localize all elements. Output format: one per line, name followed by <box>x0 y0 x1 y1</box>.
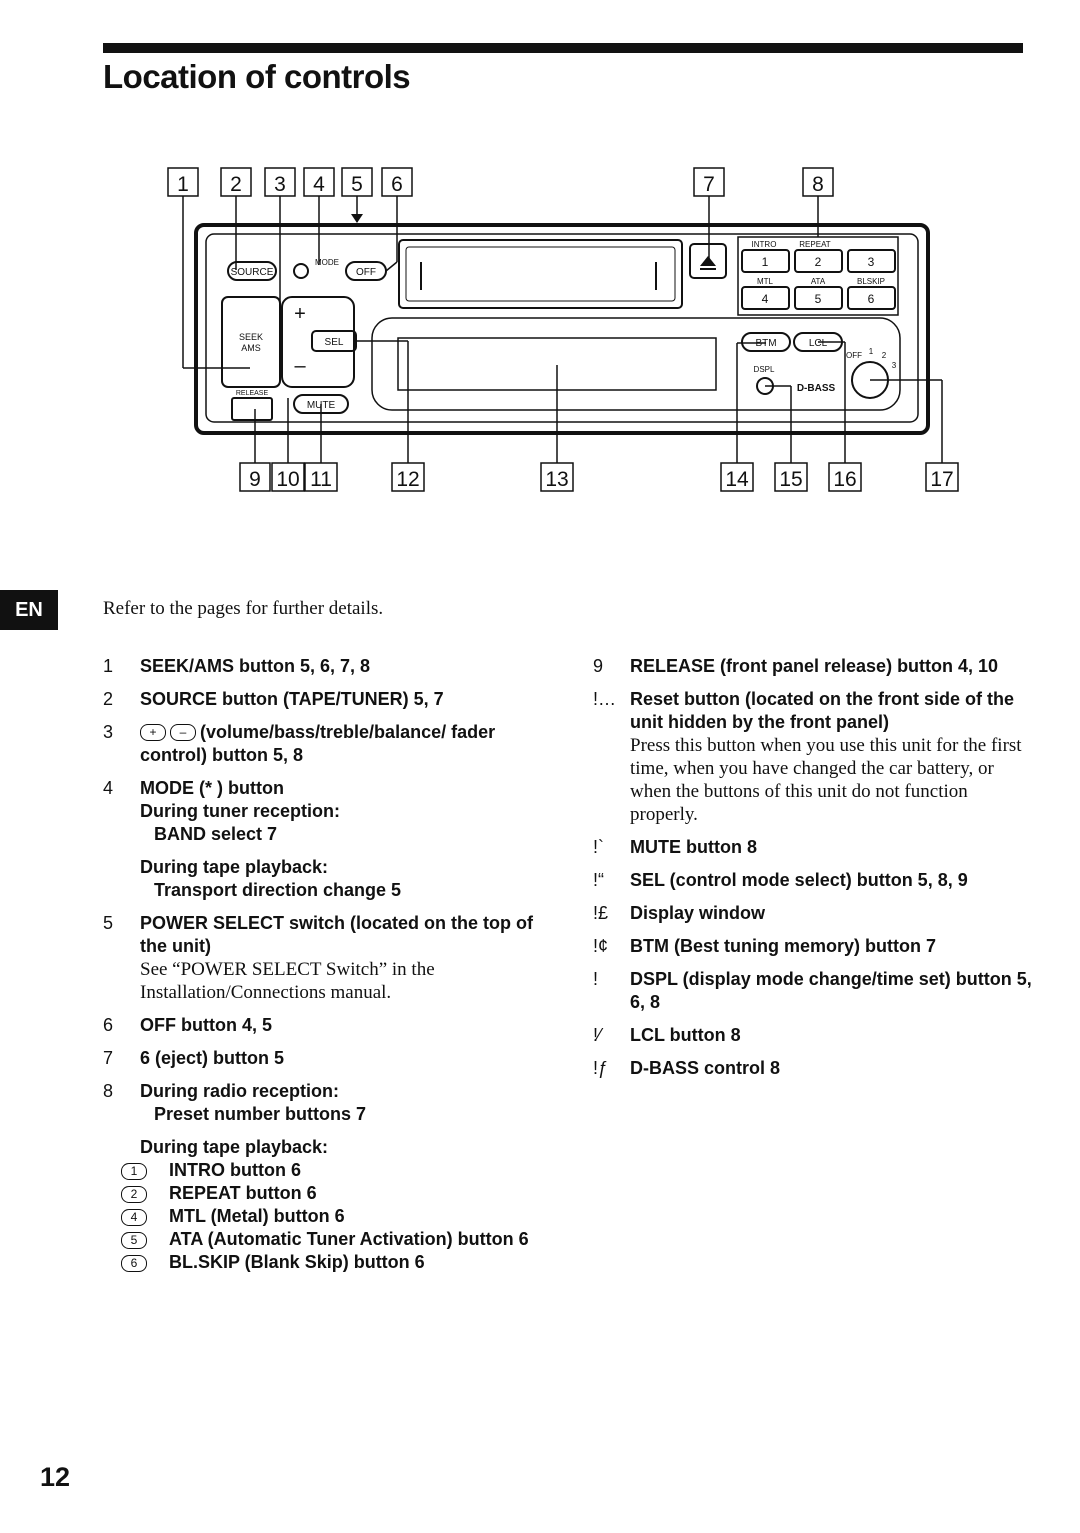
controls-diagram <box>150 160 980 500</box>
list-item: 2 SOURCE button (TAPE/TUNER) 5, 7 <box>103 689 444 709</box>
callout-top-5 <box>342 168 372 196</box>
svg-text:16: 16 <box>833 468 857 491</box>
tape-sublist <box>103 1159 533 1274</box>
sub-list-item: 5 ATA (Automatic Tuner Activation) button 6 <box>103 1228 533 1251</box>
svg-text:MUTE: MUTE <box>306 400 336 411</box>
svg-text:D-BASS: D-BASS <box>796 383 836 394</box>
callout-bottom-11 <box>305 463 337 491</box>
svg-text:13: 13 <box>545 468 569 491</box>
callout-top-4 <box>304 168 334 196</box>
list-item: ! DSPL (display mode change/time set) button 5, 6, 8 <box>593 969 1032 1012</box>
svg-text:+: + <box>294 303 306 325</box>
svg-text:4: 4 <box>313 173 325 196</box>
svg-text:1: 1 <box>177 173 189 196</box>
svg-text:MTL: MTL <box>757 277 773 286</box>
svg-text:14: 14 <box>725 468 749 491</box>
page-number: 12 <box>40 1462 71 1492</box>
callout-top-6 <box>382 168 412 196</box>
svg-text:11: 11 <box>310 468 332 491</box>
svg-text:MODE: MODE <box>315 258 339 267</box>
svg-text:ATA: ATA <box>810 277 826 286</box>
svg-text:4: 4 <box>761 292 769 306</box>
callout-bottom-9 <box>240 463 270 491</box>
svg-text:15: 15 <box>779 468 803 491</box>
svg-text:SEL: SEL <box>324 337 344 348</box>
sub-list-item: 6 BL.SKIP (Blank Skip) button 6 <box>103 1251 533 1274</box>
svg-text:–: – <box>294 355 306 377</box>
svg-text:OFF: OFF <box>846 351 862 360</box>
callout-top-2 <box>221 168 251 196</box>
page-title: Location of controls <box>103 58 411 95</box>
svg-text:1: 1 <box>868 347 874 356</box>
callout-top-3 <box>265 168 295 196</box>
callout-bottom-16 <box>829 463 861 491</box>
svg-text:3: 3 <box>274 173 286 196</box>
svg-text:SEEK: SEEK <box>238 332 264 342</box>
callout-bottom-15 <box>775 463 807 491</box>
list-item: 4 MODE (* ) button During tuner reception: BAND select 7 During tape playback: Transport direction change 5 <box>103 778 402 900</box>
sub-list-item: 4 MTL (Metal) button 6 <box>103 1205 533 1228</box>
svg-text:3: 3 <box>891 361 897 370</box>
svg-text:LCL: LCL <box>808 338 828 349</box>
svg-text:9: 9 <box>249 468 261 491</box>
list-item: 7 6 (eject) button 5 <box>103 1048 285 1068</box>
list-item: !£ Display window <box>593 903 766 923</box>
svg-text:INTRO: INTRO <box>751 240 777 249</box>
svg-text:SOURCE: SOURCE <box>230 267 274 278</box>
svg-text:BLSKIP: BLSKIP <box>856 277 886 286</box>
svg-text:6: 6 <box>867 292 875 306</box>
list-item: !⁄ LCL button 8 <box>593 1025 741 1045</box>
language-tab: EN <box>0 590 58 630</box>
intro-text: Refer to the pages for further details. <box>103 598 384 619</box>
plus-key-icon: + <box>140 724 166 741</box>
list-item: !¢ BTM (Best tuning memory) button 7 <box>593 936 936 956</box>
svg-text:BTM: BTM <box>755 338 777 349</box>
header-rule <box>103 43 1023 53</box>
callout-bottom-12 <box>392 463 424 491</box>
svg-text:8: 8 <box>812 173 824 196</box>
svg-text:12: 12 <box>396 468 420 491</box>
svg-text:5: 5 <box>351 173 363 196</box>
svg-text:5: 5 <box>814 292 822 306</box>
svg-text:6: 6 <box>391 173 403 196</box>
callout-top-1 <box>168 168 198 196</box>
svg-text:OFF: OFF <box>356 267 376 278</box>
svg-text:7: 7 <box>703 173 715 196</box>
eject-icon <box>700 256 716 266</box>
svg-text:AMS: AMS <box>241 343 261 353</box>
list-item: 6 OFF button 4, 5 <box>103 1015 272 1035</box>
svg-text:3: 3 <box>867 255 875 269</box>
callout-top-7 <box>694 168 724 196</box>
sub-list-item: 1 INTRO button 6 <box>103 1159 533 1182</box>
list-item: !… Reset button (located on the front side of the unit hidden by the front panel) Press this button when you use this unit for the first time, when you have changed the car battery, or when the buttons of this unit do not function properly. <box>593 689 1022 825</box>
callout-bottom-13 <box>541 463 573 491</box>
list-item: 5 POWER SELECT switch (located on the top of the unit) See “POWER SELECT Switch” in the Installation/Connections manual. <box>103 913 534 1003</box>
svg-text:DSPL: DSPL <box>753 365 775 374</box>
minus-key-icon: – <box>170 724 196 741</box>
list-item: 3 + – (volume/bass/treble/balance/ fader control) button 5, 8 <box>103 722 496 765</box>
svg-text:1: 1 <box>761 255 769 269</box>
callout-bottom-10 <box>272 463 304 491</box>
svg-text:2: 2 <box>230 173 242 196</box>
svg-text:2: 2 <box>881 351 887 360</box>
svg-text:RELEASE: RELEASE <box>235 390 269 397</box>
list-item: !“ SEL (control mode select) button 5, 8, 9 <box>593 870 968 890</box>
callout-bottom-14 <box>721 463 753 491</box>
svg-text:10: 10 <box>276 468 300 491</box>
svg-text:2: 2 <box>814 255 822 269</box>
list-item: 1 SEEK/AMS button 5, 6, 7, 8 <box>103 656 371 676</box>
callout-top-8 <box>803 168 833 196</box>
list-item: 9 RELEASE (front panel release) button 4, 10 <box>593 656 999 676</box>
list-item: !ƒ D-BASS control 8 <box>593 1058 781 1078</box>
svg-text:REPEAT: REPEAT <box>799 240 831 249</box>
list-item: 8 During radio reception: Preset number buttons 7 During tape playback: <box>103 1081 367 1157</box>
sub-list-item: 2 REPEAT button 6 <box>103 1182 533 1205</box>
svg-text:17: 17 <box>930 468 954 491</box>
left-column <box>103 655 533 1274</box>
right-column <box>593 655 1033 1090</box>
list-item: !` MUTE button 8 <box>593 837 757 857</box>
callout-bottom-17 <box>926 463 958 491</box>
